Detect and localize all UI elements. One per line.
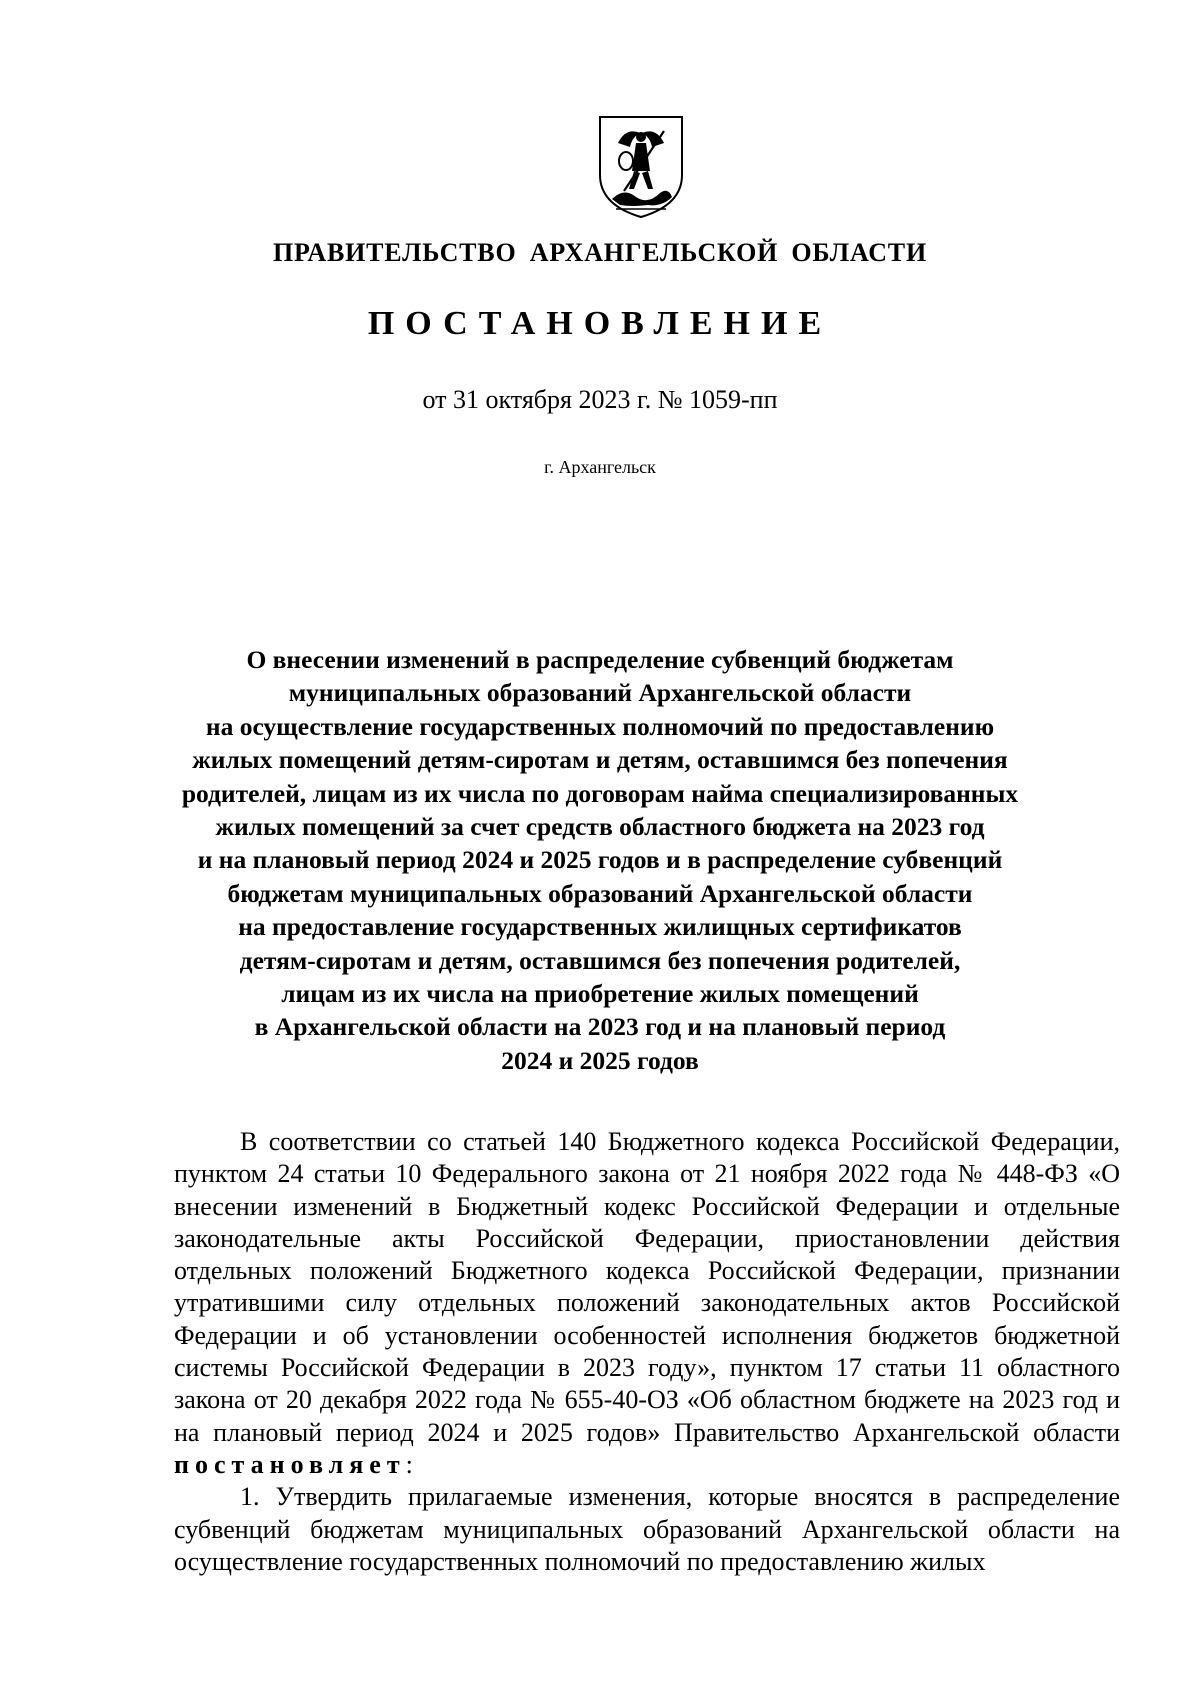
subject-line: и на плановый период 2024 и 2025 годов и в распределение субвенций (197, 845, 1003, 875)
document-body (174, 1126, 1120, 1578)
subject-line: 2024 и 2025 годов (501, 1045, 699, 1075)
item-1-text: 1. Утвердить прилагаемые изменения, которые вносятся в распределение субвенций бюджетам муниципальных образований Архангельской области на осуществление государственных полномочий по предоставлению жилых (174, 1482, 1120, 1576)
subject-line: муниципальных образований Архангельской области (288, 678, 912, 708)
preamble-text: В соответствии со статьей 140 Бюджетного кодекса Российской Федерации, пунктом 24 статьи 10 Федерального закона от 21 ноября 2022 года № 448-ФЗ «О внесении изменений в Бюджетный кодекс Российской Федерации и отдельные законодательные акты Российской Федерации, приостановлении действия отдельных положений Бюджетного кодекса Российской Федерации, признании утратившими силу отдельных положений законодательных актов Российской Федерации и об установлении особенностей исполнения бюджетов бюджетной системы Российской Федерации в 2023 году», пунктом 17 статьи 11 областного закона от 20 декабря 2022 года № 655-40-ОЗ «Об областном бюджете на 2023 год и на плановый период 2024 и 2025 годов» Правительство Архангельской области (174, 1127, 1120, 1447)
subject-line: родителей, лицам из их числа по договорам найма специализированных (181, 778, 1019, 808)
document-city: г. Архангельск (544, 457, 656, 477)
document-type-title: ПОСТАНОВЛЕНИЕ (367, 305, 833, 342)
subject-line: О внесении изменений в распределение субвенций бюджетам (246, 645, 954, 674)
resolves-colon: : (405, 1449, 413, 1479)
subject-line: детям-сиротам и детям, оставшимся без попечения родителей, (239, 945, 961, 975)
subject-line: на предоставление государственных жилищных сертификатов (238, 912, 962, 942)
government-title: ПРАВИТЕЛЬСТВО АРХАНГЕЛЬСКОЙ ОБЛАСТИ (273, 238, 927, 267)
subject-line: бюджетам муниципальных образований Архангельской области (227, 878, 973, 908)
subject-line: на осуществление государственных полномочий по предоставлению (205, 711, 995, 741)
subject-line: жилых помещений детям-сиротам и детям, оставшимся без попечения (192, 745, 1008, 775)
subject-line: жилых помещений за счет средств областного бюджета на 2023 год (215, 812, 985, 842)
resolves-word: постановляет (174, 1449, 406, 1479)
coat-of-arms-icon (596, 113, 686, 221)
item-1-paragraph (174, 1481, 1120, 1578)
subject-line: лицам из их числа на приобретение жилых помещений (281, 979, 919, 1009)
document-date-number: от 31 октября 2023 г. № 1059-пп (422, 385, 778, 414)
document-subject (160, 643, 1040, 1077)
preamble-paragraph (174, 1126, 1120, 1481)
subject-line: в Архангельской области на 2023 год и на плановый период (254, 1012, 946, 1042)
